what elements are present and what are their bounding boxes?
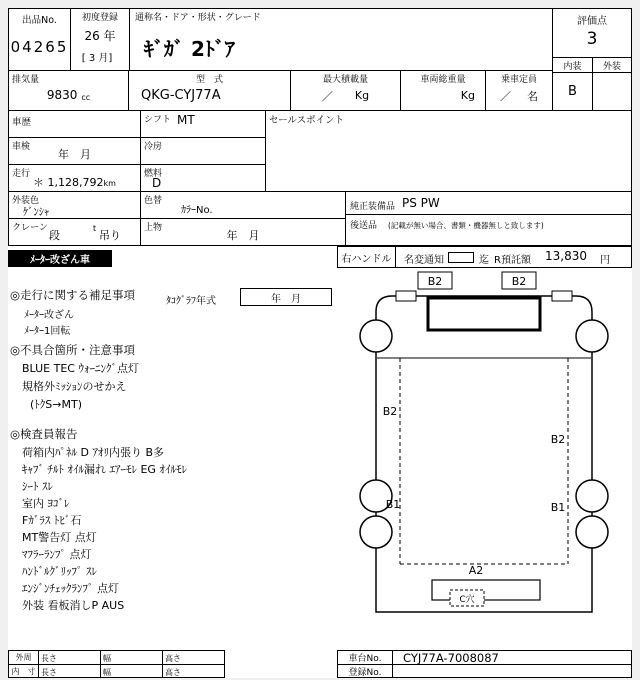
damage-label-b2-mid-left: B2 — [382, 405, 398, 418]
shift-label: シフト — [144, 115, 172, 125]
max-load-unit: Kg — [354, 89, 370, 102]
score-value: 3 — [586, 29, 598, 49]
vehicle-name: ｷﾞｶﾞ 2ﾄﾞｱ — [144, 37, 235, 61]
forwarding-note: (記載が無い場合、書類・機器無しと致します) — [388, 221, 544, 230]
registration-label-cell — [337, 664, 393, 678]
first-registration-month: [ 3 月] — [81, 53, 113, 64]
shift-value: MT — [177, 113, 195, 127]
gross-weight-unit: Kg — [460, 89, 475, 102]
height-label: 高さ — [165, 668, 181, 677]
mileage-cell — [8, 164, 141, 192]
inspector-line: 室内 ﾖｺﾞﾚ — [22, 497, 70, 510]
height-label: 高さ — [165, 654, 181, 663]
interior-label: 内装 — [563, 61, 582, 72]
capacity-cell — [485, 70, 553, 111]
rear-wheel-left-2 — [360, 516, 392, 548]
model-code-value: QKG-CYJ77A — [141, 88, 221, 103]
inner-width-cell — [100, 664, 163, 678]
body-type-cell — [140, 218, 346, 246]
outer-width-cell — [100, 650, 163, 665]
model-code-label: 型 式 — [195, 75, 223, 85]
damage-label-b2-top-left: B2 — [427, 275, 443, 288]
forwarding-cell — [345, 214, 632, 246]
meter-tampered-badge: ﾒｰﾀｰ改ざん車 — [8, 250, 112, 267]
equipment-label: 純正装備品 — [350, 202, 396, 212]
windshield — [428, 298, 540, 330]
exterior-label: 外装 — [602, 61, 621, 72]
history-label: 車歴 — [12, 117, 32, 128]
repaint-value: ｶﾗｰNo. — [181, 205, 213, 216]
chassis-label: 車台No. — [348, 654, 382, 664]
repaint-cell — [140, 191, 346, 219]
exterior-grade-cell — [592, 72, 632, 111]
score-box — [552, 8, 632, 58]
exterior-grade — [593, 73, 631, 110]
history-cell — [8, 110, 141, 138]
capacity-label: 乗車定員 — [500, 75, 537, 85]
registration-number — [393, 665, 631, 677]
inspector-line: Fｶﾞﾗｽ ﾄﾋﾞ石 — [22, 514, 82, 527]
lot-number-box — [8, 8, 71, 71]
tachograph-value: 年 月 — [271, 293, 301, 305]
damage-diagram — [336, 268, 632, 644]
inner-dim-row-label: 内 寸 — [11, 666, 36, 676]
supplement-title: ◎走行に関する補足事項 — [10, 288, 136, 302]
supplement-line: ﾒｰﾀｰ1回転 — [24, 326, 71, 337]
inspector-title: ◎検査員報告 — [10, 427, 78, 441]
aircon-label: 冷房 — [144, 142, 163, 152]
lot-number-label: 出品No. — [22, 15, 57, 26]
width-label: 幅 — [103, 654, 111, 663]
displacement-label: 排気量 — [12, 75, 40, 85]
rear-wheel-right-1 — [576, 480, 608, 512]
gross-weight-label: 車両総重量 — [420, 75, 466, 85]
max-load-label: 最大積載量 — [322, 75, 368, 85]
width-label: 幅 — [103, 668, 111, 677]
rear-gate — [432, 580, 540, 600]
mileage-label: 走行 — [12, 169, 31, 179]
forwarding-label: 後送品 — [350, 221, 378, 231]
registration-value-cell — [392, 664, 632, 678]
capacity-unit: 名 — [527, 89, 538, 103]
defect-line: BLUE TEC ｳｫｰﾆﾝｸﾞ点灯 — [22, 362, 139, 375]
first-registration-year: 26 年 — [84, 29, 116, 43]
inspector-line: ｴﾝｼﾞﾝﾁｪｯｸﾗﾝﾌﾟ 点灯 — [22, 582, 119, 595]
defect-title: ◎不具合箇所・注意事項 — [10, 343, 136, 357]
sales-point-box — [265, 110, 632, 192]
defect-line: (ﾄｸS→MT) — [30, 398, 82, 411]
inspector-line: 外装 看板消しP AUS — [22, 599, 125, 612]
crane-cell — [8, 218, 141, 246]
chassis-number: CYJ77A-7008087 — [403, 650, 499, 665]
displacement-value: 9830 — [46, 88, 78, 102]
vehicle-name-box — [129, 8, 553, 71]
deposit-label: R預託額 — [494, 255, 531, 266]
outer-length-cell — [38, 650, 101, 665]
first-registration-box — [70, 8, 130, 71]
equipment-cell — [345, 191, 632, 215]
outer-dim-row-label: 外周 — [15, 653, 32, 662]
first-registration-label: 初度登録 — [81, 13, 118, 23]
body-type-value: 年 月 — [226, 228, 260, 242]
name-change-box — [448, 252, 474, 263]
interior-grade: B — [568, 84, 577, 99]
score-label: 評価点 — [577, 16, 607, 27]
interior-header — [552, 57, 593, 73]
damage-label-c-hole: C穴 — [459, 595, 475, 605]
rear-wheel-right-2 — [576, 516, 608, 548]
inspection-label: 車検 — [12, 142, 31, 152]
inspector-line: ﾊﾝﾄﾞﾙｸﾞﾘｯﾌﾟ ｽﾚ — [22, 565, 97, 578]
inspection-value: 年 月 — [58, 147, 91, 161]
length-label: 長さ — [41, 654, 57, 663]
name-change-label: 名変通知 — [404, 255, 444, 266]
inner-height-cell — [162, 664, 225, 678]
damage-label-a2-rear: A2 — [468, 564, 484, 577]
gross-weight-cell — [400, 70, 486, 111]
lot-number-value: 04265 — [10, 37, 69, 56]
crane-stage: 段 — [49, 229, 60, 242]
tachograph-box — [240, 288, 332, 306]
front-wheel-right — [576, 320, 608, 352]
length-label: 長さ — [41, 668, 57, 677]
aircon-cell — [140, 137, 266, 165]
inspector-line: 荷箱内ﾊﾟﾈﾙ D ｱｵﾘ内張り B多 — [22, 446, 165, 459]
made-label: 迄 — [479, 255, 489, 266]
equipment-value: PS PW — [402, 196, 440, 210]
max-load-value: ／ — [321, 89, 333, 103]
front-wheel-left — [360, 320, 392, 352]
tachograph-label: ﾀｺｸﾞﾗﾌ年式 — [166, 296, 216, 307]
body-type-label: 上物 — [144, 223, 163, 233]
truck-body-outline — [376, 296, 592, 612]
max-load-cell — [290, 70, 401, 111]
mileage-value: ＊ 1,128,792 — [33, 175, 104, 189]
repaint-label: 色替 — [144, 196, 163, 206]
inspector-line: ｷｬﾌﾞ ﾁﾙﾄ ｵｲﾙ漏れ ｴｱｰﾓﾚ EG ｵｲﾙﾓﾚ — [22, 463, 187, 476]
mirror-right-icon — [552, 291, 572, 301]
handle-strip — [337, 246, 632, 268]
supplement-line: ﾒｰﾀｰ改ざん — [24, 310, 74, 321]
interior-grade-cell — [552, 72, 593, 111]
model-code-cell — [128, 70, 291, 111]
color-label: 外装色 — [12, 196, 40, 206]
inner-dim-row-label-cell — [8, 664, 39, 678]
damage-label-b2-top-right: B2 — [511, 275, 527, 288]
registration-label: 登録No. — [348, 667, 382, 678]
displacement-cell — [8, 70, 129, 111]
deposit-unit: 円 — [600, 255, 610, 266]
sales-point-label: セールスポイント — [269, 115, 345, 126]
crane-ton-label: 吊り — [99, 229, 121, 242]
defect-line: 規格外ﾐｯｼｮﾝのせかえ — [22, 380, 127, 393]
inspection-cell — [8, 137, 141, 165]
damage-label-b2-mid-right: B2 — [550, 433, 566, 446]
inspector-line: ﾏﾌﾗｰﾗﾝﾌﾟ 点灯 — [22, 548, 92, 561]
exterior-header — [592, 57, 632, 73]
outer-dim-row-label-cell — [8, 650, 39, 665]
deposit-value: 13,830 — [545, 249, 587, 263]
damage-label-b1-left: B1 — [385, 498, 401, 511]
color-value: ｹﾞﾝｼｬ — [23, 206, 50, 218]
mileage-unit: km — [103, 179, 116, 188]
shift-cell — [140, 110, 266, 138]
displacement-unit: cc — [81, 92, 91, 102]
damage-label-b1-right: B1 — [550, 501, 566, 514]
chassis-value-cell — [392, 650, 632, 665]
crane-label: クレーン — [12, 223, 48, 233]
handle-position: 右ハンドル — [338, 247, 396, 267]
inspector-line: MT警告灯 点灯 — [22, 531, 97, 544]
outer-height-cell — [162, 650, 225, 665]
inner-length-cell — [38, 664, 101, 678]
capacity-value: ／ — [500, 89, 511, 103]
mirror-left-icon — [396, 291, 416, 301]
fuel-value: D — [152, 176, 162, 190]
fuel-cell — [140, 164, 266, 192]
chassis-label-cell — [337, 650, 393, 665]
fuel-label: 燃料 — [144, 169, 163, 179]
vehicle-name-header: 通称名・ドア・形状・グレード — [135, 13, 261, 23]
inspector-line: ｼｰﾄ ｽﾚ — [22, 480, 53, 493]
color-cell — [8, 191, 141, 219]
crane-ton-unit: t — [93, 224, 97, 233]
